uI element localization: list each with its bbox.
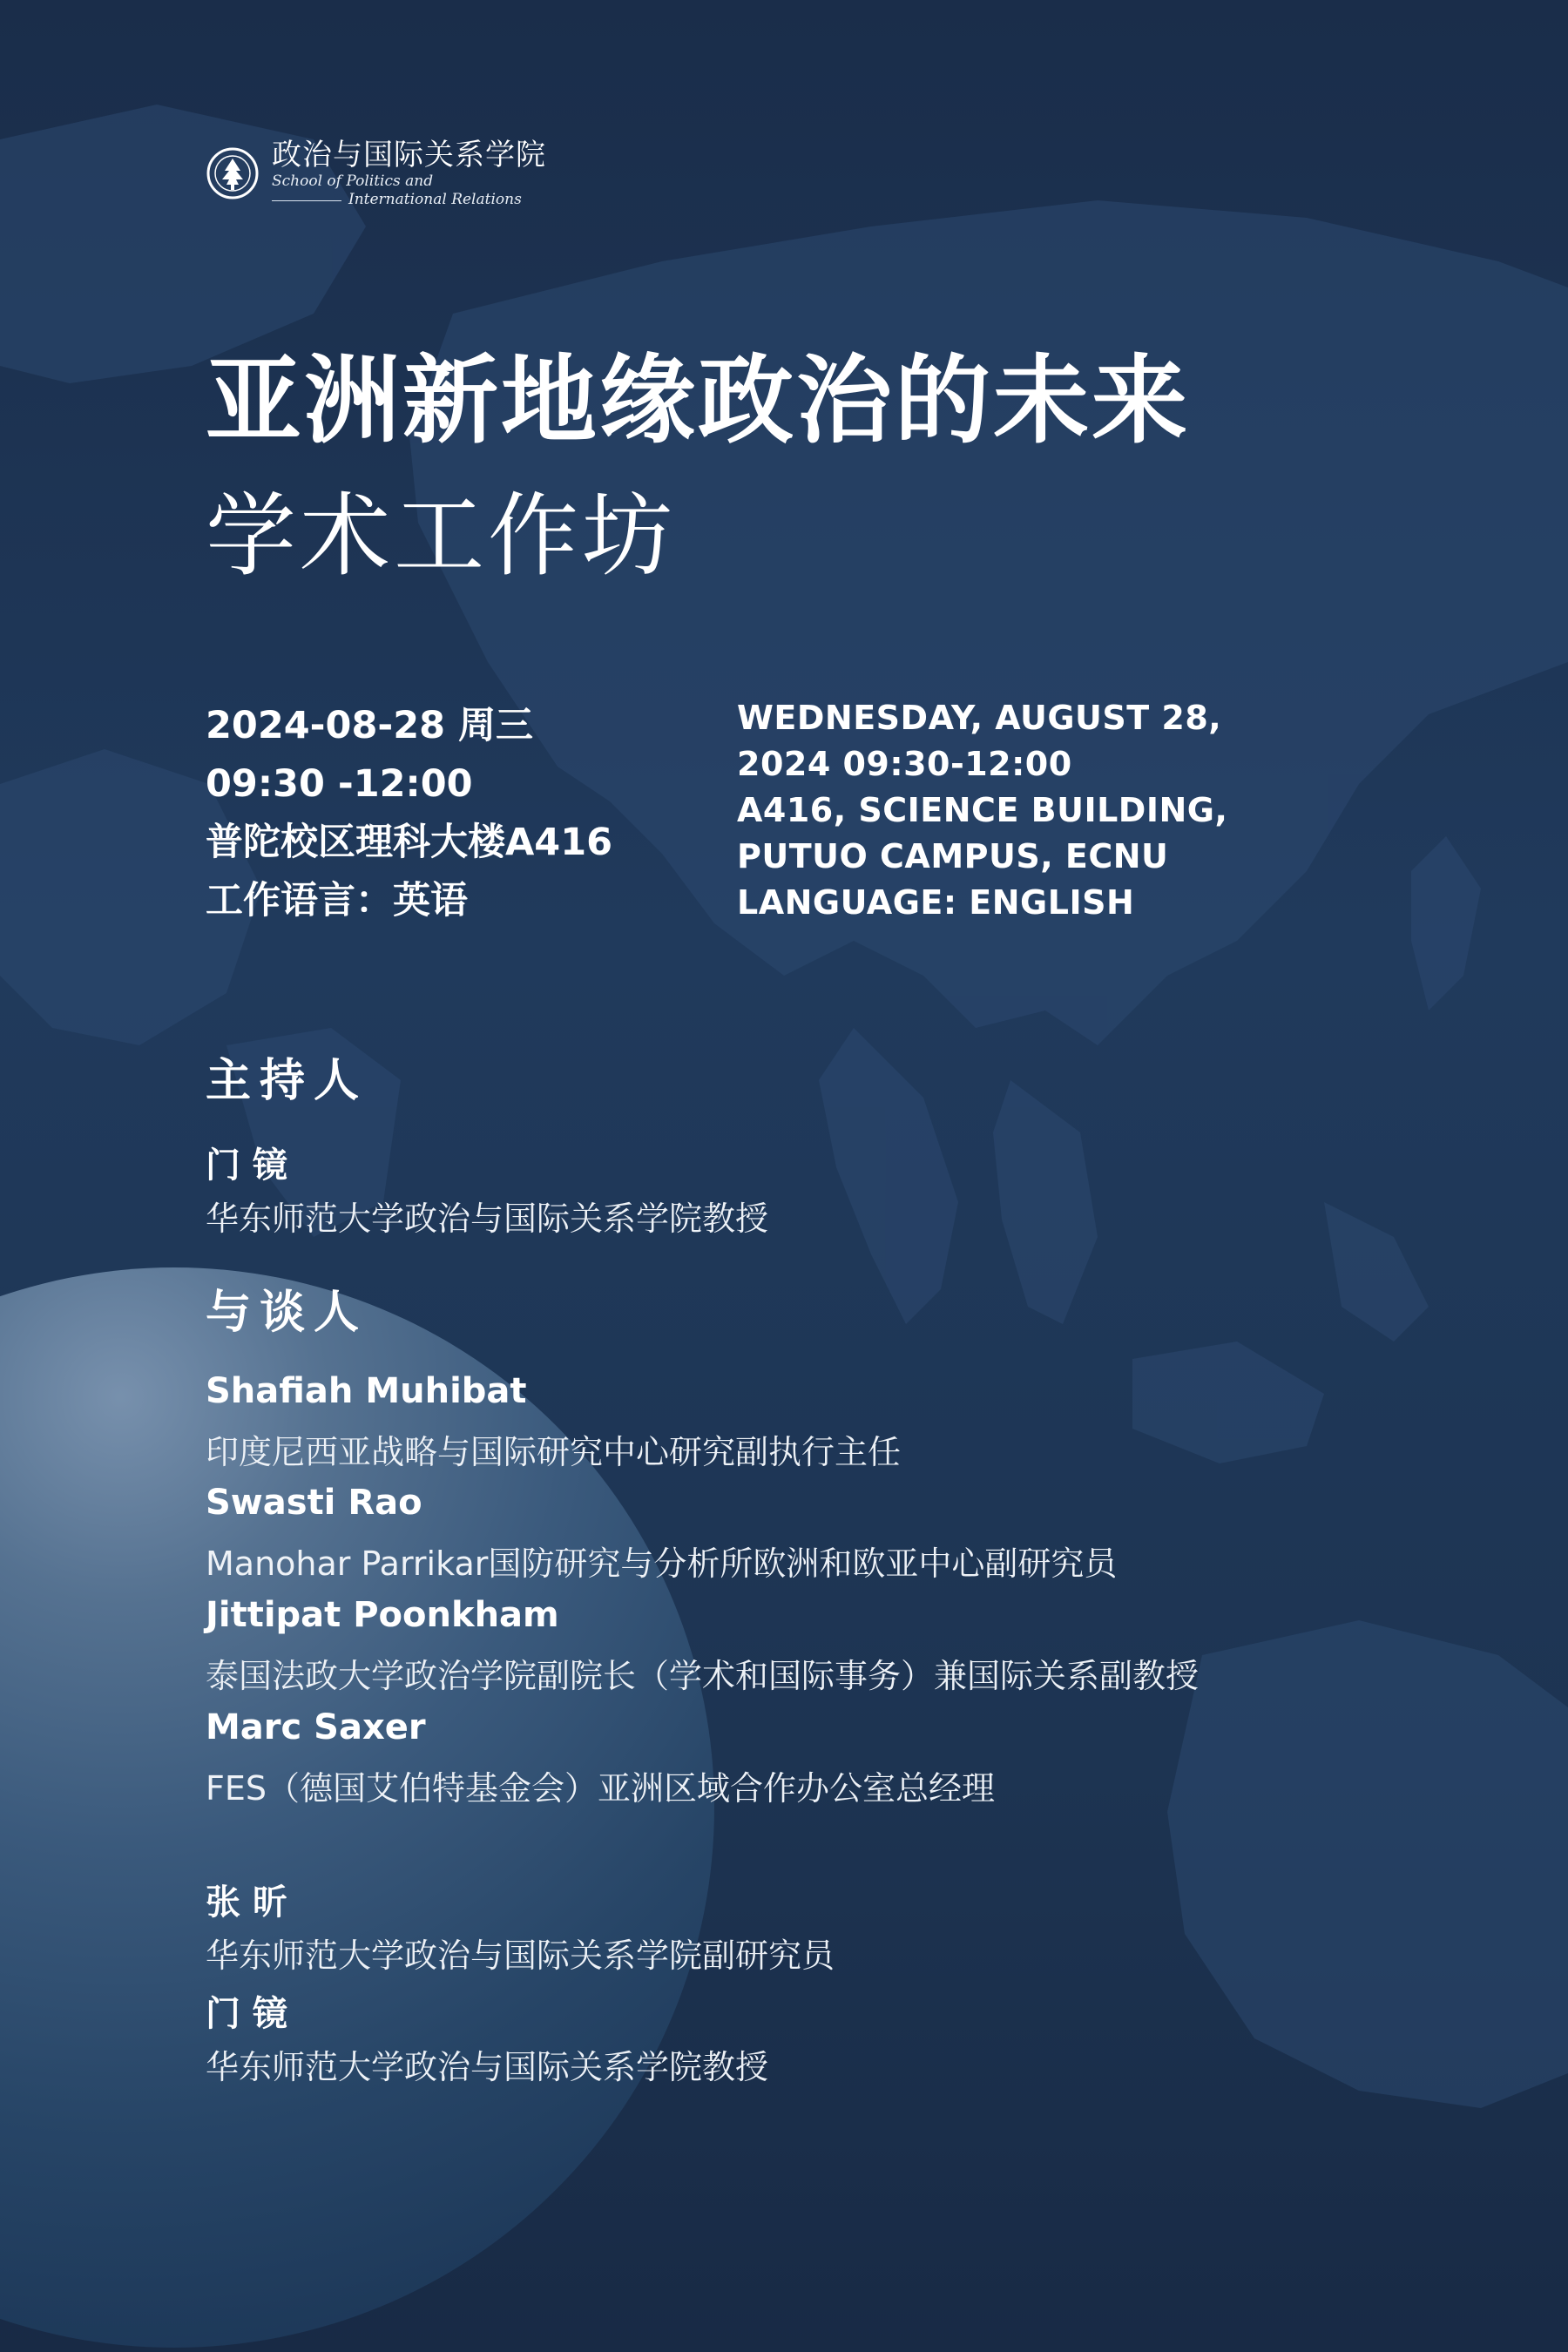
panelist-name: 张 昕: [206, 1882, 287, 1923]
panelist-name: 门 镜: [206, 1994, 287, 2034]
event-subtitle: 学术工作坊: [206, 483, 677, 589]
panelist-name: Jittipat Poonkham: [206, 1595, 559, 1635]
panelist-title: 华东师范大学政治与国际关系学院副研究员: [206, 1936, 835, 1975]
event-location-en: A416, SCIENCE BUILDING,: [737, 791, 1228, 829]
event-info-en: [737, 695, 1227, 926]
event-info-cn: [206, 697, 612, 930]
panelist-title: FES（德国艾伯特基金会）亚洲区域合作办公室总经理: [206, 1769, 995, 1808]
school-name-en-line1: School of Politics and: [272, 172, 434, 190]
panelist-title: 泰国法政大学政治学院副院长（学术和国际事务）兼国际关系副教授: [206, 1657, 1200, 1695]
panelist-name: Swasti Rao: [206, 1483, 422, 1523]
event-date-cn: 2024-08-28 周三: [206, 704, 534, 747]
panelist-name: Shafiah Muhibat: [206, 1371, 527, 1411]
panel-heading: 与谈人: [206, 1287, 368, 1339]
panelist-title: Manohar Parrikar国防研究与分析所欧洲和欧亚中心副研究员: [206, 1544, 1118, 1583]
event-date-en: WEDNESDAY, AUGUST 28,: [737, 699, 1222, 737]
host-title: 华东师范大学政治与国际关系学院教授: [206, 1200, 769, 1238]
event-language-en: LANGUAGE: ENGLISH: [737, 883, 1135, 922]
event-time-en: 2024 09:30-12:00: [737, 745, 1072, 783]
event-campus-en: PUTUO CAMPUS, ECNU: [737, 837, 1169, 875]
panelist-title: 印度尼西亚战略与国际研究中心研究副执行主任: [206, 1433, 902, 1471]
school-name-en: [272, 172, 546, 209]
host-name: 门 镜: [206, 1146, 287, 1186]
university-seal-icon: [206, 146, 260, 200]
event-location-cn: 普陀校区理科大楼A416: [206, 821, 613, 864]
host-heading: 主持人: [206, 1055, 368, 1107]
event-title: 亚洲新地缘政治的未来: [206, 344, 1190, 456]
school-name-en-line2: International Relations: [272, 191, 546, 209]
panelist-title: 华东师范大学政治与国际关系学院教授: [206, 2048, 769, 2086]
event-language-cn: 工作语言：英语: [206, 879, 468, 923]
event-time-cn: 09:30 -12:00: [206, 762, 473, 806]
school-name-cn: 政治与国际关系学院: [272, 138, 546, 172]
school-logo: [206, 138, 546, 209]
panelist-name: Marc Saxer: [206, 1707, 426, 1747]
